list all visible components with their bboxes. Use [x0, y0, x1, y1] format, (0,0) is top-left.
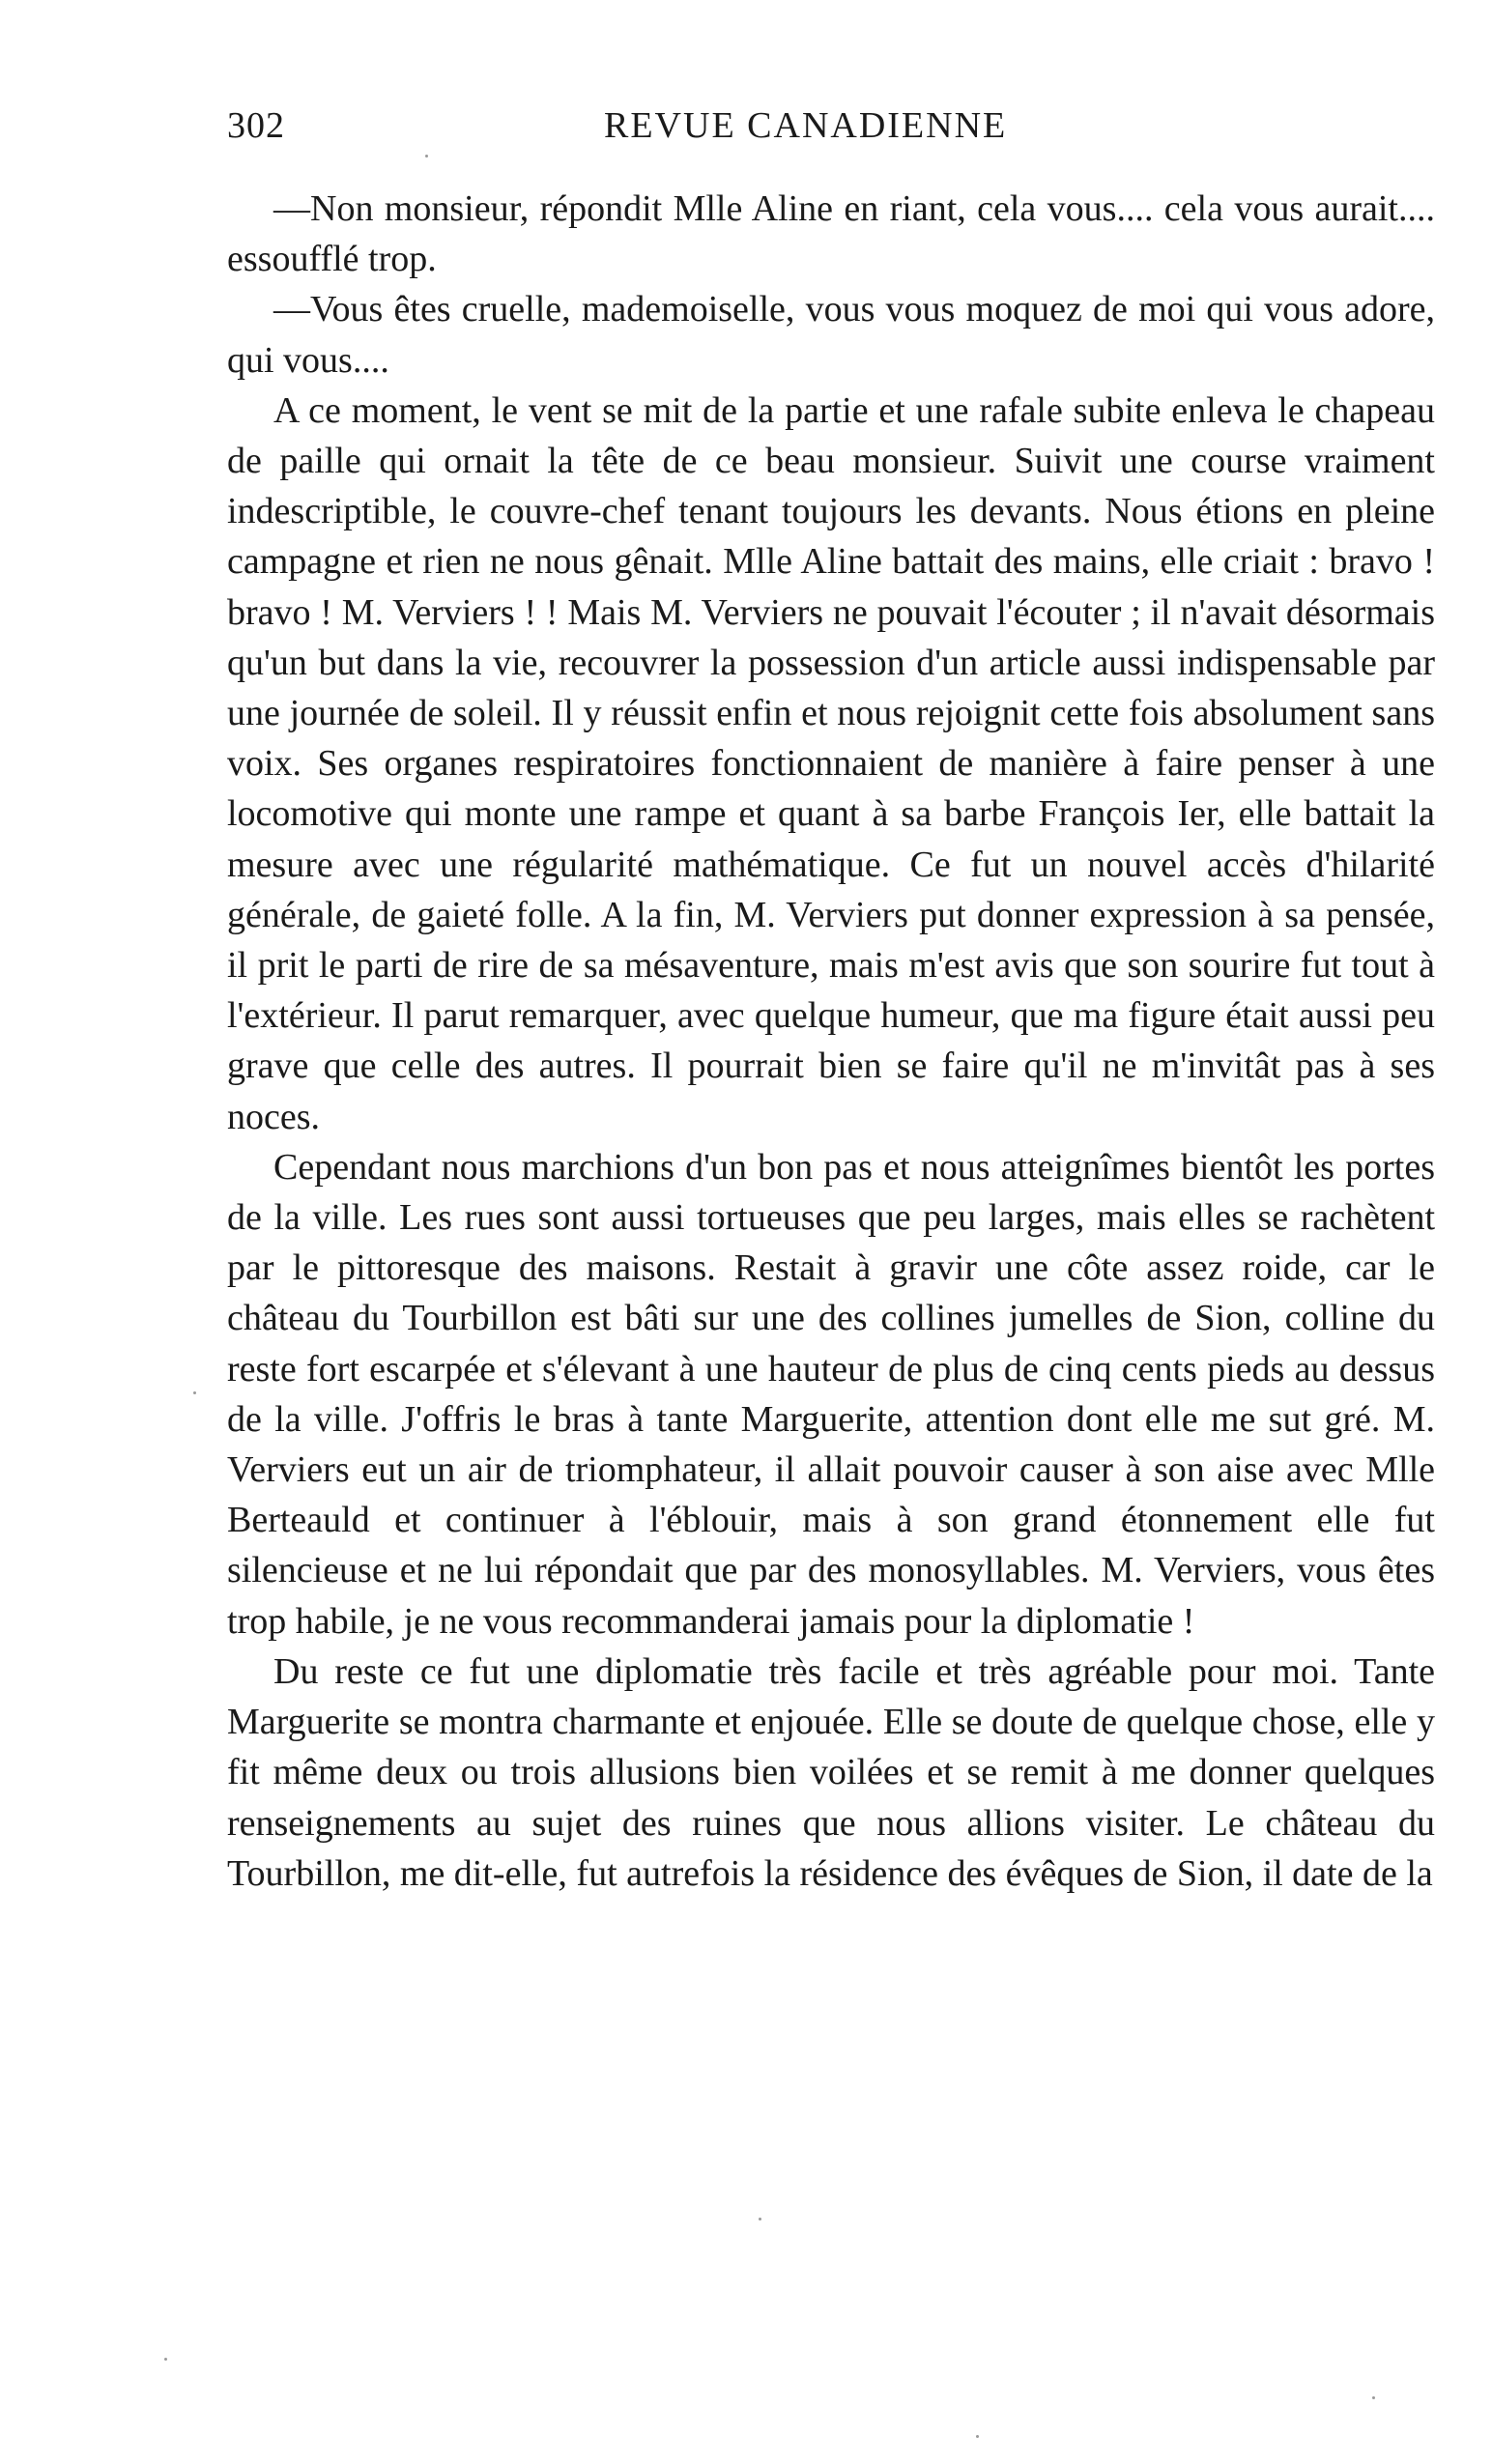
- paragraph-hat-chase: A ce moment, le vent se mit de la partie et une rafale subite enleva le chapeau de paille qui ornait la tête de ce beau monsieur. Suivit une course vraiment indescriptible, le couvre-chef tenant toujours les devants. Nous étions en pleine campagne et rien ne nous gênait. Mlle Aline battait des mains, elle criait : bravo ! bravo ! M. Verviers ! ! Mais M. Verviers ne pouvait l'écouter ; il n'avait désormais qu'un but dans la vie, recouvrer la possession d'un article aussi indispensable par une journée de soleil. Il y réussit enfin et nous rejoignit cette fois absolument sans voix. Ses organes respiratoires fonctionnaient de manière à faire penser à une locomotive qui monte une rampe et quant à sa barbe François Ier, elle battait la mesure avec une régularité mathématique. Ce fut un nouvel accès d'hilarité générale, de gaieté folle. A la fin, M. Verviers put donner expression à sa pensée, il prit le parti de rire de sa mésaventure, mais m'est avis que son sourire fut tout à l'extérieur. Il parut remarquer, avec quelque humeur, que ma figure était aussi peu grave que celle des autres. Il pourrait bien se faire qu'il ne m'invitât pas à ses noces.: [227, 389, 1435, 1137]
- paper-speck: [1372, 2396, 1375, 2399]
- paper-speck: [759, 2218, 761, 2220]
- paragraph-town-walk: Cependant nous marchions d'un bon pas et nous atteignîmes bientôt les portes de la ville. Les rues sont aussi tortueuses que peu larges, mais elles se rachètent par le pittoresque des maisons. Restait à gravir une côte assez roide, car le château du Tourbillon est bâti sur une des collines jumelles de Sion, colline du reste fort escarpée et s'élevant à une hauteur de plus de cinq cents pieds au dessus de la ville. J'offris le bras à tante Marguerite, attention dont elle me sut gré. M. Verviers eut un air de triomphateur, il allait pouvoir causer à son aise avec Mlle Berteauld et continuer à l'éblouir, mais à son grand étonnement elle fut silencieuse et ne lui répondait que par des monosyllables. M. Verviers, vous êtes trop habile, je ne vous recommanderai jamais pour la diplomatie !: [227, 1146, 1435, 1642]
- paper-speck: [425, 155, 428, 158]
- paper-speck: [976, 2435, 979, 2438]
- paper-speck: [164, 2358, 167, 2361]
- paragraph-dialogue-1: —Non monsieur, répondit Mlle Aline en riant, cela vous.... cela vous aurait.... essoufflé trop.: [227, 188, 1435, 280]
- running-head: [227, 104, 1435, 162]
- paragraph-dialogue-2: —Vous êtes cruelle, mademoiselle, vous vous moquez de moi qui vous adore, qui vous....: [227, 289, 1435, 381]
- body-text: [227, 184, 1435, 1899]
- journal-title: REVUE CANADIENNE: [604, 105, 1008, 146]
- page-number: 302: [227, 105, 285, 146]
- paragraph-aunt-marguerite: Du reste ce fut une diplomatie très facile et très agréable pour moi. Tante Marguerite se montra charmante et enjouée. Elle se doute de quelque chose, elle y fit même deux ou trois allusions bien voilées et se remit à me donner quelques renseignements au sujet des ruines que nous allions visiter. Le château du Tourbillon, me dit-elle, fut autrefois la résidence des évêques de Sion, il date de la: [227, 1650, 1435, 1894]
- paper-speck: [193, 1391, 196, 1394]
